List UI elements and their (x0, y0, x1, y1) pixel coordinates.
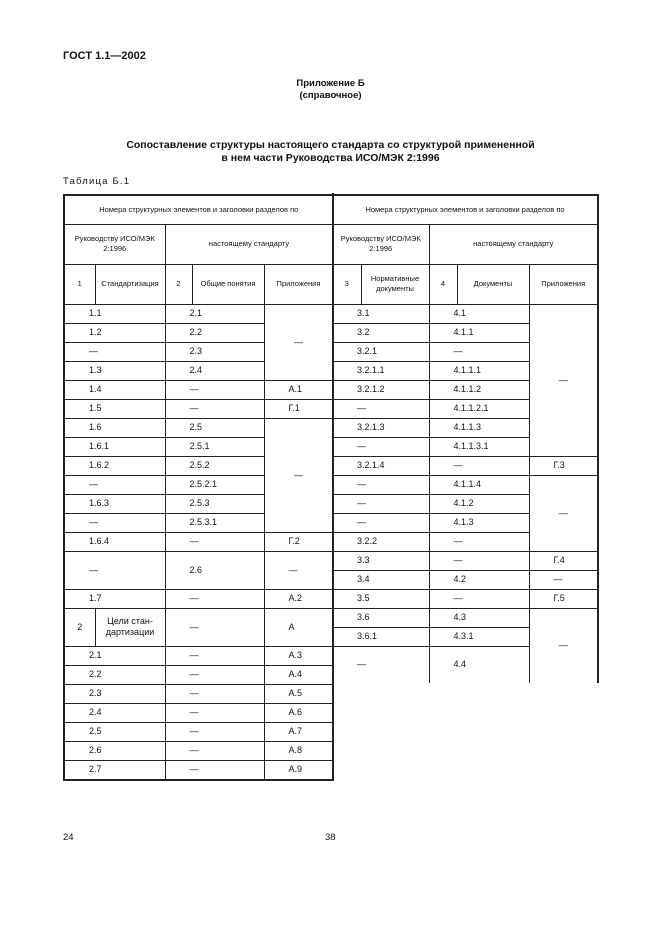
table-cell: — (264, 304, 333, 380)
table-row (64, 646, 333, 665)
table-cell: — (429, 532, 529, 551)
table-row (333, 475, 598, 494)
table-cell: — (529, 570, 598, 589)
table-cell: — (264, 551, 333, 589)
table-cell: 1.4 (64, 380, 165, 399)
table-cell: А (264, 608, 333, 646)
table-cell: 4.1.1.2.1 (429, 399, 529, 418)
table-cell: — (64, 551, 165, 589)
table-cell: 1.3 (64, 361, 165, 380)
table-cell: А.6 (264, 703, 333, 722)
table-cell: — (429, 342, 529, 361)
table-divider (332, 193, 334, 779)
table-cell: 3.2.1.2 (333, 380, 429, 399)
table-cell: — (165, 646, 264, 665)
table-cell: 2.6 (64, 741, 165, 760)
table-cell: — (165, 532, 264, 551)
table-cell: 3.2.1.4 (333, 456, 429, 475)
column-group-guide: Руководству ИСО/МЭК 2:1996 (64, 224, 165, 264)
table-cell: 3.2.1 (333, 342, 429, 361)
column-number: 3 (333, 264, 361, 304)
table-cell: 3.6.1 (333, 627, 429, 646)
table-cell: — (333, 437, 429, 456)
appendix-subtitle: (справочное) (299, 90, 362, 101)
table-cell: — (529, 304, 598, 456)
table-cell: — (165, 760, 264, 780)
table-caption: Таблица Б.1 (63, 176, 131, 187)
table-cell: 1.5 (64, 399, 165, 418)
table-cell: 3.5 (333, 589, 429, 608)
table-cell: — (64, 342, 165, 361)
table-cell: 4.3 (429, 608, 529, 627)
table-header: Номера структурных элементов и заголовки разделов по (64, 195, 333, 224)
table-row (64, 760, 333, 780)
table-cell: 2.5.2.1 (165, 475, 264, 494)
column-header: Приложения (264, 264, 333, 304)
section-title (0, 139, 661, 164)
table-cell: — (429, 456, 529, 475)
table-cell: — (529, 608, 598, 683)
appendix-title: Приложение Б (296, 78, 365, 89)
table-cell: 2.5.2 (165, 456, 264, 475)
table-cell: — (529, 475, 598, 551)
table-cell: 4.3.1 (429, 627, 529, 646)
table-header: Номера структурных элементов и заголовки разделов по (333, 195, 598, 224)
table-cell: 4.1.1.3 (429, 418, 529, 437)
section-title-line-1: Сопоставление структуры настоящего стандарта со структурой примененной (126, 139, 535, 151)
table-row (333, 304, 598, 323)
column-group-standard: настоящему стандарту (165, 224, 333, 264)
table-row (64, 741, 333, 760)
table-cell: — (429, 589, 529, 608)
table-cell: 1.6.4 (64, 532, 165, 551)
table-cell: А.2 (264, 589, 333, 608)
table-cell: Г.4 (529, 551, 598, 570)
table-cell: 3.1 (333, 304, 429, 323)
table-cell: 1.1 (64, 304, 165, 323)
table-cell: 1.6.3 (64, 494, 165, 513)
table-row (64, 532, 333, 551)
table-row (333, 608, 598, 627)
table-cell: 4.1.3 (429, 513, 529, 532)
table-cell: — (333, 513, 429, 532)
table-row (64, 608, 333, 646)
table-cell: 2.2 (165, 323, 264, 342)
table-cell: 3.6 (333, 608, 429, 627)
table-cell: 2.3 (64, 684, 165, 703)
table-cell: 3.2.1.3 (333, 418, 429, 437)
table-cell: Цели стандартизации (95, 608, 165, 646)
table-cell: — (333, 646, 429, 683)
table-row (64, 703, 333, 722)
table-cell: 2.2 (64, 665, 165, 684)
table-cell: 2.5 (64, 722, 165, 741)
table-row (333, 589, 598, 608)
table-cell: 2.3 (165, 342, 264, 361)
table-cell: 2.5.3 (165, 494, 264, 513)
column-number: 4 (429, 264, 457, 304)
table-cell: — (333, 475, 429, 494)
table-cell: 2.1 (165, 304, 264, 323)
table-cell: 1.6.1 (64, 437, 165, 456)
table-cell: 4.2 (429, 570, 529, 589)
table-row (333, 570, 598, 589)
table-cell: 4.1.1.1 (429, 361, 529, 380)
table-cell: 1.6.2 (64, 456, 165, 475)
table-cell: Г.3 (529, 456, 598, 475)
page-number-center: 38 (325, 832, 336, 843)
table-cell: — (165, 703, 264, 722)
table-cell: 3.2.2 (333, 532, 429, 551)
table-cell: 3.3 (333, 551, 429, 570)
table-cell: 2.4 (165, 361, 264, 380)
column-group-guide: Руководству ИСО/МЭК 2:1996 (333, 224, 429, 264)
table-cell: 4.1.2 (429, 494, 529, 513)
table-row (64, 304, 333, 323)
table-cell: А.4 (264, 665, 333, 684)
table-cell: 4.1 (429, 304, 529, 323)
table-cell: — (64, 475, 165, 494)
column-header: Нормативные документы (361, 264, 429, 304)
table-cell: 1.6 (64, 418, 165, 437)
column-group-standard: настоящему стандарту (429, 224, 598, 264)
table-cell: Г.2 (264, 532, 333, 551)
document-code: ГОСТ 1.1—2002 (63, 50, 146, 62)
table-cell: Г.1 (264, 399, 333, 418)
table-row (64, 684, 333, 703)
table-cell: — (264, 418, 333, 532)
table-cell: 2.1 (64, 646, 165, 665)
table-cell: — (165, 380, 264, 399)
table-cell: — (333, 494, 429, 513)
left-comparison-table (63, 194, 334, 781)
table-cell: — (165, 399, 264, 418)
table-cell: 1.2 (64, 323, 165, 342)
table-cell: 2.5 (165, 418, 264, 437)
table-cell: 4.4 (429, 646, 529, 683)
table-cell: 4.1.1 (429, 323, 529, 342)
right-comparison-table (333, 194, 599, 683)
table-row (64, 551, 333, 589)
table-row (64, 380, 333, 399)
table-cell: — (165, 589, 264, 608)
table-cell: — (64, 513, 165, 532)
column-header: Стандартизация (95, 264, 165, 304)
column-header: Общие понятия (192, 264, 264, 304)
table-cell: 3.2 (333, 323, 429, 342)
table-cell: — (165, 741, 264, 760)
section-title-line-2: в нем части Руководства ИСО/МЭК 2:1996 (221, 151, 440, 164)
table-cell: — (165, 722, 264, 741)
table-cell: А.1 (264, 380, 333, 399)
table-row (64, 665, 333, 684)
table-cell: 3.4 (333, 570, 429, 589)
table-cell: 2 (64, 608, 95, 646)
table-row (333, 551, 598, 570)
table-cell: — (165, 665, 264, 684)
table-cell: 3.2.1.1 (333, 361, 429, 380)
table-cell: — (429, 551, 529, 570)
table-cell: 4.1.1.2 (429, 380, 529, 399)
table-cell: 1.7 (64, 589, 165, 608)
table-cell: 2.4 (64, 703, 165, 722)
table-row (64, 722, 333, 741)
table-cell: А.8 (264, 741, 333, 760)
column-number: 1 (64, 264, 95, 304)
table-cell: А.5 (264, 684, 333, 703)
table-cell: 2.7 (64, 760, 165, 780)
table-cell: 4.1.1.4 (429, 475, 529, 494)
page-number-left: 24 (63, 832, 74, 843)
table-cell: А.7 (264, 722, 333, 741)
table-cell: 2.5.3.1 (165, 513, 264, 532)
appendix-heading (0, 78, 661, 102)
table-cell: Г.5 (529, 589, 598, 608)
column-number: 2 (165, 264, 192, 304)
table-cell: — (333, 399, 429, 418)
table-row (333, 456, 598, 475)
table-cell: 2.5.1 (165, 437, 264, 456)
table-cell: А.9 (264, 760, 333, 780)
table-row (64, 589, 333, 608)
column-header: Приложения (529, 264, 598, 304)
table-cell: — (165, 684, 264, 703)
table-cell: 2.6 (165, 551, 264, 589)
table-cell: — (165, 608, 264, 646)
table-cell: 4.1.1.3.1 (429, 437, 529, 456)
column-header: Документы (457, 264, 529, 304)
table-row (64, 418, 333, 437)
table-row (64, 399, 333, 418)
table-cell: А.3 (264, 646, 333, 665)
